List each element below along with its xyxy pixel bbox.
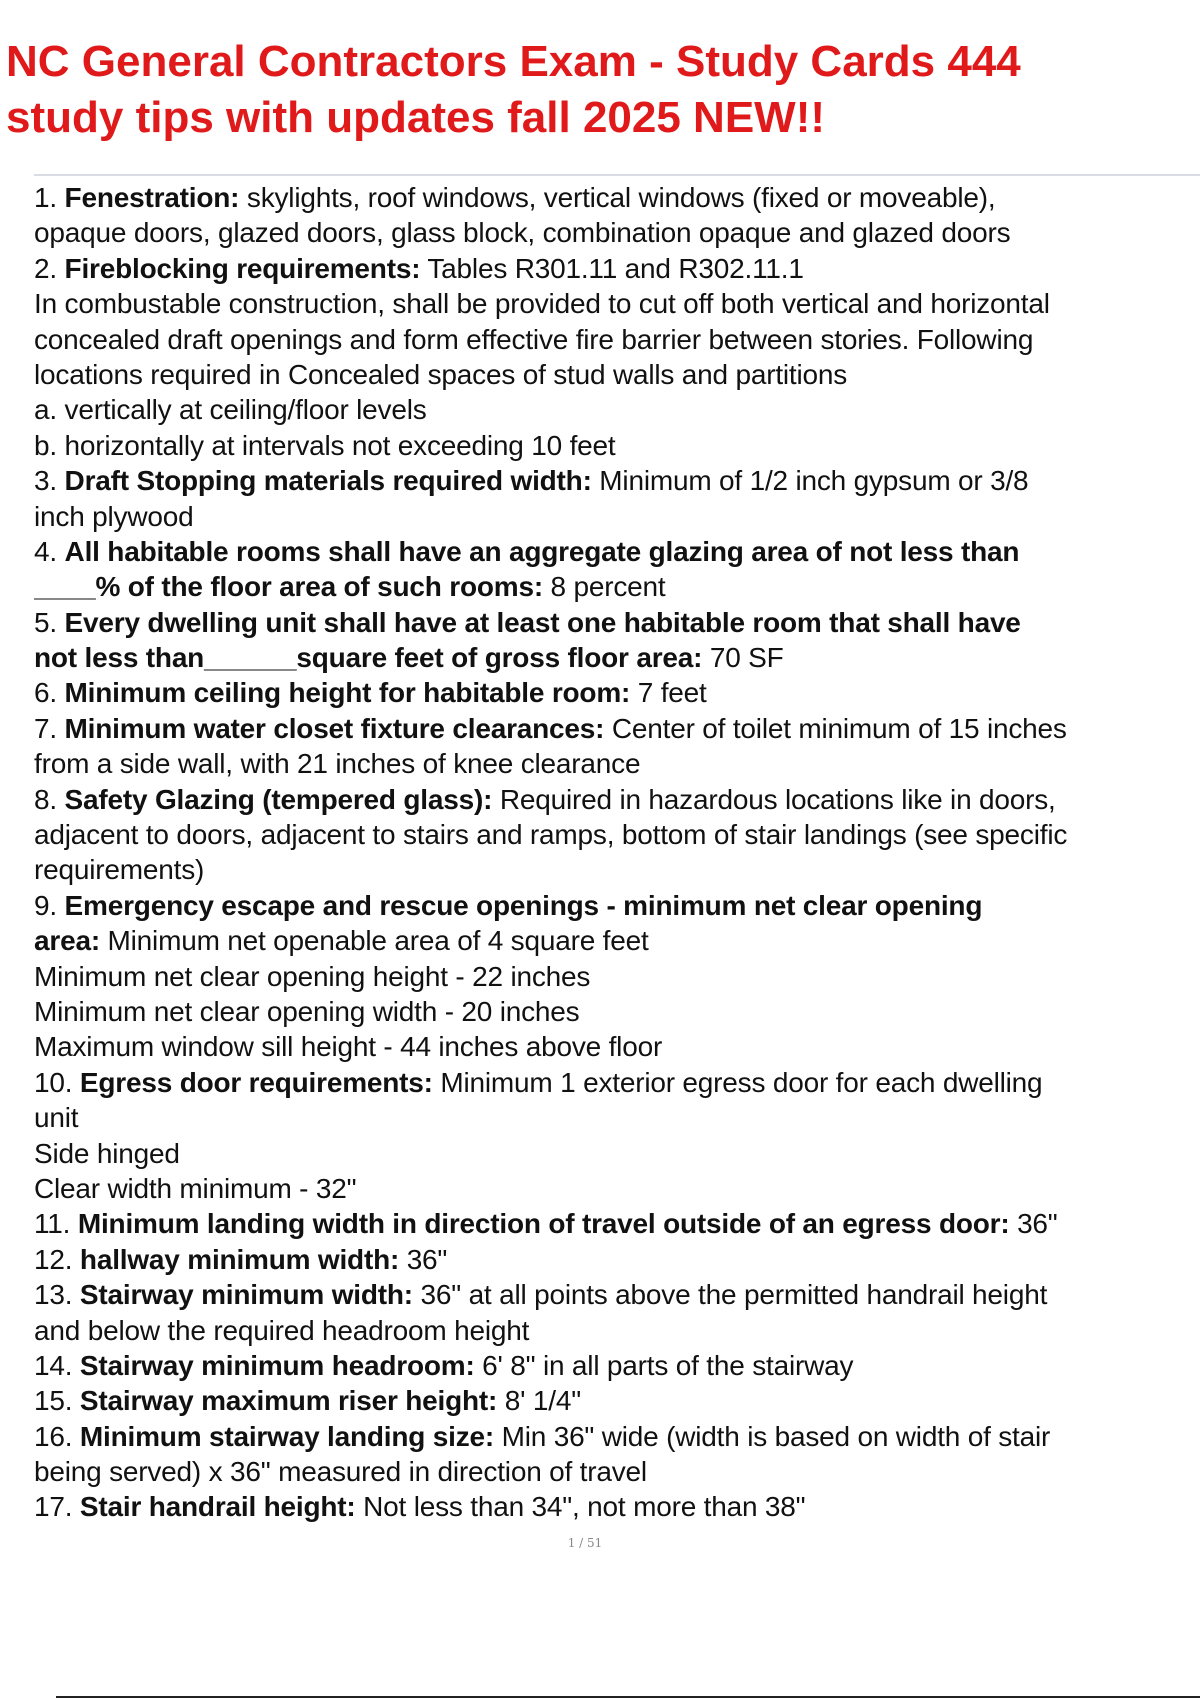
page-number: 1 / 51	[567, 1536, 603, 1550]
study-card-line	[34, 923, 1200, 958]
item-text: Minimum of 1/2 inch gypsum or 3/8	[591, 465, 1029, 497]
item-number: 9.	[34, 889, 57, 921]
study-card-line	[34, 1313, 1200, 1348]
item-number: 11.	[34, 1208, 71, 1240]
study-card-line	[34, 499, 1200, 534]
item-number: 12.	[34, 1243, 73, 1275]
item-term: Egress door requirements:	[79, 1066, 433, 1098]
item-text: Minimum net openable area of 4 square feet	[99, 925, 649, 957]
item-text: 7 feet	[630, 677, 707, 709]
item-term: Fenestration:	[64, 182, 240, 213]
study-card-line	[34, 1136, 1200, 1171]
study-card-line	[34, 534, 1200, 569]
item-text: b. horizontally at intervals not exceeding 10 feet	[34, 429, 616, 461]
item-term: Minimum ceiling height for habitable room:	[64, 677, 631, 709]
item-text: In combustable construction, shall be provided to cut off both vertical and horizontal	[34, 288, 1050, 320]
study-card-line	[34, 959, 1200, 994]
item-number: 2.	[34, 252, 57, 284]
item-text: Tables R301.11 and R302.11.1	[420, 252, 804, 284]
item-term: Minimum landing width in direction of travel outside of an egress door:	[77, 1208, 1010, 1240]
title-line-1: NC General Contractors Exam - Study Cards 444	[6, 37, 1021, 86]
item-term: Stair handrail height:	[79, 1491, 356, 1523]
item-text: from a side wall, with 21 inches of knee clearance	[34, 748, 641, 780]
study-card-line	[34, 711, 1200, 746]
item-term: hallway minimum width:	[79, 1243, 400, 1275]
footer-divider	[56, 1696, 1200, 1698]
item-text: Side hinged	[34, 1137, 180, 1169]
item-number: 7.	[34, 712, 57, 744]
study-card-line	[34, 746, 1200, 781]
item-text: Minimum 1 exterior egress door for each dwelling	[432, 1066, 1043, 1098]
study-card-line	[34, 251, 1200, 286]
study-card-line	[34, 357, 1200, 392]
item-number: 15.	[34, 1385, 73, 1417]
item-number: 6.	[34, 677, 57, 709]
item-text: requirements)	[34, 854, 205, 886]
study-card-line	[34, 1206, 1200, 1241]
header-divider	[34, 174, 1200, 176]
item-text: 6' 8" in all parts of the stairway	[474, 1349, 854, 1381]
item-term: area:	[34, 925, 100, 957]
study-card-line	[34, 322, 1200, 357]
item-term: Emergency escape and rescue openings - minimum net clear opening	[64, 889, 983, 921]
study-card-line	[34, 852, 1200, 887]
study-card-line	[34, 215, 1200, 250]
document-title	[6, 34, 1186, 146]
study-card-line	[34, 569, 1200, 604]
item-text: 70 SF	[702, 642, 784, 674]
study-card-line	[34, 1029, 1200, 1064]
item-text: skylights, roof windows, vertical windows (fixed or moveable),	[239, 182, 996, 213]
study-card-line	[34, 605, 1200, 640]
item-text: 36"	[1009, 1208, 1058, 1240]
study-card-line	[34, 392, 1200, 427]
study-card-line	[34, 180, 1200, 215]
title-line-2: study tips with updates fall 2025 NEW!!	[6, 93, 826, 142]
item-text: adjacent to doors, adjacent to stairs and ramps, bottom of stair landings (see specific	[34, 819, 1068, 851]
study-card-line	[34, 1100, 1200, 1135]
item-text: 36"	[399, 1243, 448, 1275]
study-card-line	[34, 1383, 1200, 1418]
study-card-line	[34, 640, 1200, 675]
item-text: being served) x 36" measured in direction of travel	[34, 1456, 647, 1488]
study-card-line	[34, 994, 1200, 1029]
item-text: Center of toilet minimum of 15 inches	[604, 712, 1067, 744]
study-card-line	[34, 1419, 1200, 1454]
item-term: Minimum stairway landing size:	[79, 1420, 495, 1452]
item-text: Min 36" wide (width is based on width of stair	[494, 1420, 1051, 1452]
item-term: Minimum water closet fixture clearances:	[64, 712, 605, 744]
study-card-line	[34, 428, 1200, 463]
item-term: not less than______square feet of gross floor area:	[34, 642, 703, 674]
item-number: 1.	[34, 182, 57, 213]
item-text: 8' 1/4"	[497, 1385, 581, 1417]
item-term: All habitable rooms shall have an aggregate glazing area of not less than	[64, 535, 1020, 567]
study-card-line	[34, 1489, 1200, 1524]
item-number: 5.	[34, 606, 57, 638]
item-text: a. vertically at ceiling/floor levels	[34, 394, 427, 426]
item-text: Clear width minimum - 32"	[34, 1172, 357, 1204]
study-card-line	[34, 1277, 1200, 1312]
item-number: 4.	[34, 535, 57, 567]
item-number: 3.	[34, 465, 57, 497]
item-number: 17.	[34, 1491, 73, 1523]
item-number: 16.	[34, 1420, 73, 1452]
item-term: Stairway minimum headroom:	[79, 1349, 475, 1381]
study-card-line	[34, 1171, 1200, 1206]
item-text: 8 percent	[542, 571, 666, 603]
item-term: Safety Glazing (tempered glass):	[64, 783, 493, 815]
item-term: ____% of the floor area of such rooms:	[34, 571, 543, 603]
item-text: Not less than 34", not more than 38"	[355, 1491, 806, 1523]
study-card-list	[34, 180, 1200, 1525]
item-text: and below the required headroom height	[34, 1314, 530, 1346]
item-text: concealed draft openings and form effective fire barrier between stories. Following	[34, 323, 1034, 355]
item-text: Minimum net clear opening width - 20 inches	[34, 995, 580, 1027]
study-card-line	[34, 1454, 1200, 1489]
item-text: inch plywood	[34, 500, 194, 532]
study-card-line	[34, 463, 1200, 498]
item-text: locations required in Concealed spaces of stud walls and partitions	[34, 358, 848, 390]
item-text: 36" at all points above the permitted handrail height	[412, 1279, 1048, 1311]
study-card-line	[34, 286, 1200, 321]
item-number: 13.	[34, 1279, 73, 1311]
item-text: opaque doors, glazed doors, glass block, combination opaque and glazed doors	[34, 217, 1011, 249]
item-text: Maximum window sill height - 44 inches above floor	[34, 1031, 663, 1063]
study-card-line	[34, 888, 1200, 923]
item-term: Stairway minimum width:	[79, 1279, 413, 1311]
item-text: Required in hazardous locations like in doors,	[492, 783, 1056, 815]
item-text: unit	[34, 1102, 79, 1134]
item-term: Every dwelling unit shall have at least one habitable room that shall have	[64, 606, 1021, 638]
study-card-line	[34, 817, 1200, 852]
item-number: 8.	[34, 783, 57, 815]
item-number: 14.	[34, 1349, 73, 1381]
study-card-line	[34, 1348, 1200, 1383]
item-text: Minimum net clear opening height - 22 inches	[34, 960, 591, 992]
study-card-line	[34, 675, 1200, 710]
item-term: Fireblocking requirements:	[64, 252, 421, 284]
study-card-line	[34, 1242, 1200, 1277]
item-term: Draft Stopping materials required width:	[64, 465, 592, 497]
item-term: Stairway maximum riser height:	[79, 1385, 498, 1417]
study-card-line	[34, 782, 1200, 817]
item-number: 10.	[34, 1066, 73, 1098]
study-card-line	[34, 1065, 1200, 1100]
